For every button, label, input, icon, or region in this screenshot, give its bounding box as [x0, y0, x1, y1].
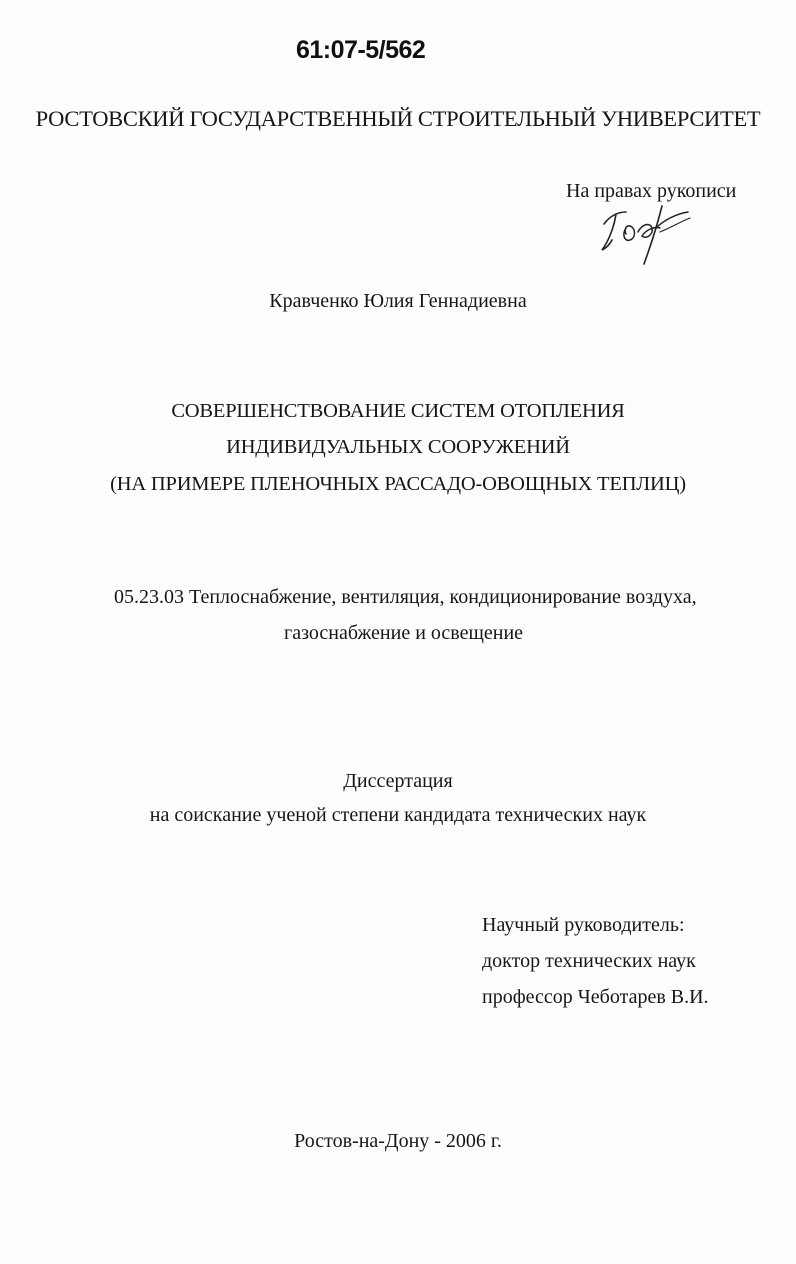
thesis-title-line: ИНДИВИДУАЛЬНЫХ СООРУЖЕНИЙ	[226, 436, 570, 458]
specialty-code-line: газоснабжение и освещение	[284, 622, 524, 644]
supervisor-line: доктор технических наук	[482, 950, 696, 972]
degree-line: на соискание ученой степени кандидата технических наук	[149, 804, 647, 826]
thesis-title-line: СОВЕРШЕНСТВОВАНИЕ СИСТЕМ ОТОПЛЕНИЯ	[171, 400, 625, 422]
dissertation-label: Диссертация	[343, 770, 453, 792]
thesis-title-line: (НА ПРИМЕРЕ ПЛЕНОЧНЫХ РАССАДО-ОВОЩНЫХ ТЕПЛИЦ)	[110, 473, 686, 495]
supervisor-line: Научный руководитель:	[482, 914, 685, 936]
specialty-code-line: 05.23.03 Теплоснабжение, вентиляция, кондиционирование воздуха,	[114, 586, 697, 608]
university-name: РОСТОВСКИЙ ГОСУДАРСТВЕННЫЙ СТРОИТЕЛЬНЫЙ УНИВЕРСИТЕТ	[35, 106, 761, 131]
supervisor-line: профессор Чеботарев В.И.	[482, 986, 709, 1008]
city-year: Ростов-на-Дону - 2006 г.	[294, 1130, 502, 1152]
manuscript-rights-note: На правах рукописи	[566, 180, 737, 202]
author-name: Кравченко Юлия Геннадиевна	[269, 290, 527, 312]
archive-code: 61:07-5/562	[296, 36, 426, 64]
signature-icon	[596, 198, 696, 270]
